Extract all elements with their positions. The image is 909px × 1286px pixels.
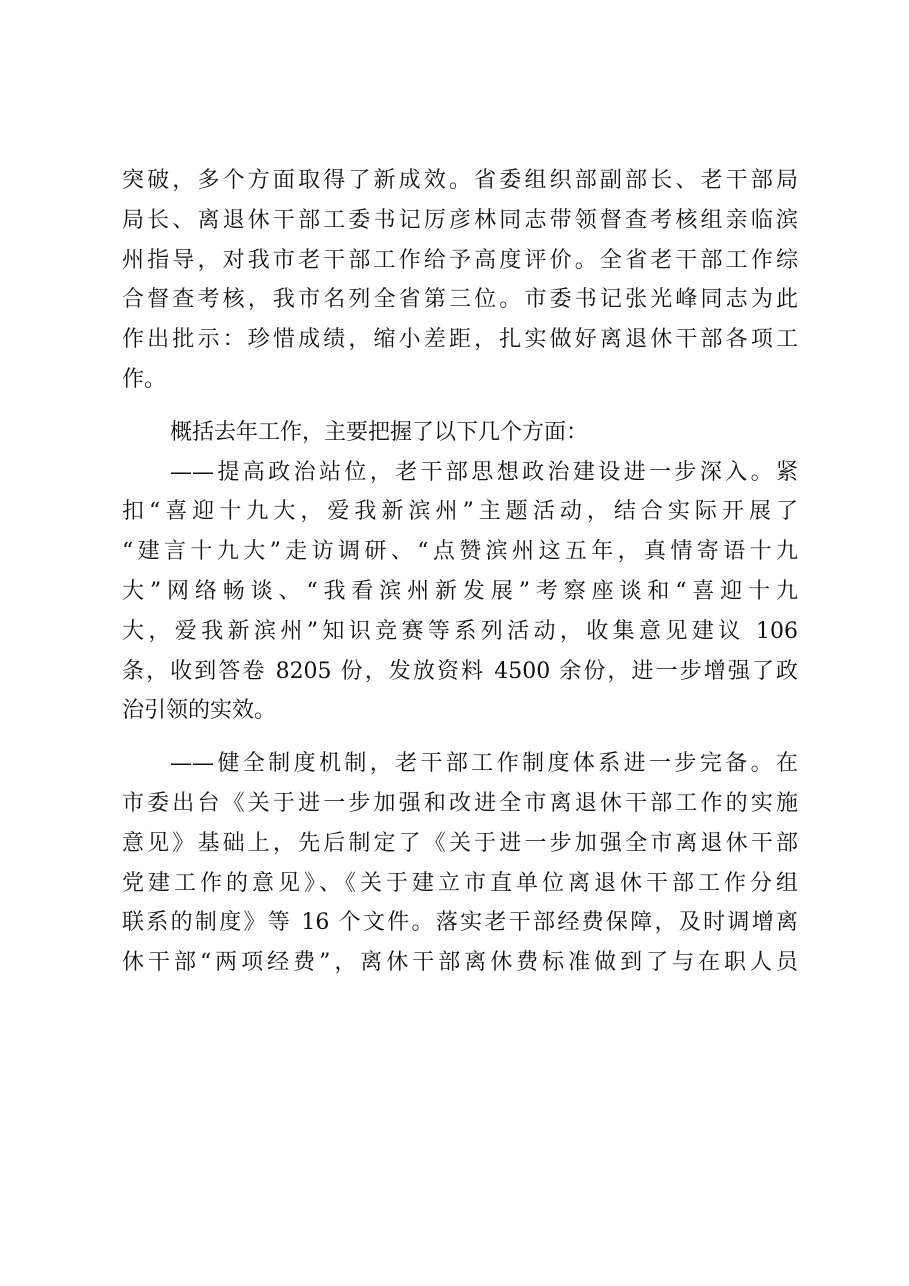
text-line: 扣“喜迎十九大，爱我新滨州”主题活动，结合实际开展了 (122, 499, 798, 525)
text-line: “建言十九大”走访调研、“点赞滨州这五年，真情寄语十九 (122, 539, 798, 565)
text-line: 大，爱我新滨州”知识竞赛等系列活动，收集意见建议 106 (122, 618, 798, 644)
text-line: ——健全制度机制，老干部工作制度体系进一步完备。在 (170, 751, 798, 777)
text-line: 条，收到答卷 8205 份，发放资料 4500 余份，进一步增强了政 (122, 658, 798, 684)
text-line: 党建工作的意见》、《关于建立市直单位离退休干部工作分组 (122, 870, 798, 896)
text-line: 突破，多个方面取得了新成效。省委组织部副部长、老干部局 (122, 168, 798, 193)
document-body (122, 161, 798, 983)
text-line: 意见》基础上，先后制定了《关于进一步加强全市离退休干部 (122, 830, 798, 856)
text-line: 作出批示：珍惜成绩，缩小差距，扎实做好离退休干部各项工 (122, 327, 798, 353)
text-line: 局长、离退休干部工委书记厉彦林同志带领督查考核组亲临滨 (122, 207, 798, 233)
text-line: 市委出台《关于进一步加强和改进全市离退休干部工作的实施 (122, 790, 798, 816)
text-line: 作。 (122, 366, 167, 392)
text-line: 治引领的实效。 (122, 698, 277, 724)
paragraph-1 (122, 161, 798, 400)
paragraph-4 (122, 744, 798, 983)
text-line: ——提高政治站位，老干部思想政治建设进一步深入。紧 (170, 459, 798, 485)
text-line: 联系的制度》等 16 个文件。落实老干部经费保障，及时调增离 (122, 910, 798, 936)
text-line: 合督查考核，我市名列全省第三位。市委书记张光峰同志为此 (122, 287, 798, 313)
paragraph-3 (122, 453, 798, 732)
paragraph-2 (122, 413, 798, 453)
text-line: 概括去年工作，主要把握了以下几个方面： (170, 419, 589, 445)
text-line: 州指导，对我市老干部工作给予高度评价。全省老干部工作综 (122, 247, 798, 273)
text-line: 大”网络畅谈、“我看滨州新发展”考察座谈和“喜迎十九 (122, 578, 798, 604)
text-line: 休干部“两项经费”，离休干部离休费标准做到了与在职人员 (122, 950, 798, 976)
